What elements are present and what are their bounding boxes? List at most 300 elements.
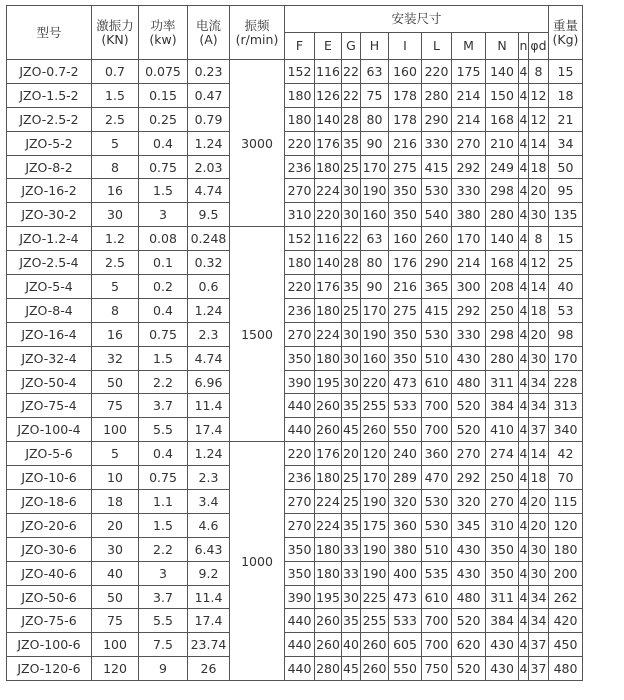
cell-M: 300 (452, 275, 486, 299)
cell-M: 320 (452, 490, 486, 514)
cell-power: 2.2 (139, 537, 188, 561)
cell-M: 345 (452, 513, 486, 537)
cell-M: 620 (452, 633, 486, 657)
cell-M: 520 (452, 657, 486, 681)
cell-d: 37 (529, 657, 549, 681)
cell-d: 37 (529, 633, 549, 657)
cell-power: 1.5 (139, 179, 188, 203)
cell-G: 35 (342, 275, 361, 299)
cell-F: 440 (285, 609, 315, 633)
header-install-col: H (361, 33, 389, 60)
cell-F: 440 (285, 633, 315, 657)
cell-model: JZO-5-2 (7, 131, 92, 155)
cell-d: 8 (529, 227, 549, 251)
table-row (7, 322, 583, 346)
cell-G: 45 (342, 657, 361, 681)
cell-G: 30 (342, 585, 361, 609)
cell-F: 180 (285, 83, 315, 107)
cell-N: 298 (486, 322, 519, 346)
cell-force: 50 (92, 585, 139, 609)
cell-H: 255 (361, 609, 389, 633)
cell-weight: 313 (549, 394, 583, 418)
cell-E: 260 (315, 418, 342, 442)
cell-N: 250 (486, 466, 519, 490)
cell-N: 140 (486, 60, 519, 84)
header-frequency: 振频 (r/min) (230, 6, 285, 60)
cell-model: JZO-8-4 (7, 298, 92, 322)
cell-H: 160 (361, 346, 389, 370)
cell-weight: 15 (549, 227, 583, 251)
cell-n: 4 (519, 609, 529, 633)
cell-d: 34 (529, 394, 549, 418)
cell-force: 30 (92, 203, 139, 227)
cell-model: JZO-20-6 (7, 513, 92, 537)
cell-I: 533 (389, 394, 422, 418)
cell-model: JZO-100-6 (7, 633, 92, 657)
cell-F: 350 (285, 537, 315, 561)
cell-current: 2.3 (188, 322, 230, 346)
cell-E: 176 (315, 131, 342, 155)
cell-F: 270 (285, 322, 315, 346)
cell-L: 610 (422, 585, 452, 609)
cell-L: 700 (422, 609, 452, 633)
cell-model: JZO-32-4 (7, 346, 92, 370)
cell-d: 20 (529, 513, 549, 537)
cell-n: 4 (519, 513, 529, 537)
cell-d: 12 (529, 251, 549, 275)
table-row (7, 227, 583, 251)
cell-E: 224 (315, 513, 342, 537)
table-row (7, 251, 583, 275)
cell-power: 3 (139, 203, 188, 227)
cell-d: 20 (529, 322, 549, 346)
cell-N: 270 (486, 490, 519, 514)
cell-model: JZO-8-2 (7, 155, 92, 179)
cell-n: 4 (519, 298, 529, 322)
cell-current: 9.2 (188, 561, 230, 585)
cell-N: 298 (486, 179, 519, 203)
cell-L: 510 (422, 346, 452, 370)
cell-M: 214 (452, 83, 486, 107)
cell-G: 25 (342, 466, 361, 490)
cell-H: 190 (361, 537, 389, 561)
cell-n: 4 (519, 561, 529, 585)
header-install-col: φd (529, 33, 549, 60)
cell-E: 260 (315, 633, 342, 657)
cell-M: 292 (452, 298, 486, 322)
cell-L: 700 (422, 418, 452, 442)
cell-d: 12 (529, 107, 549, 131)
cell-model: JZO-50-6 (7, 585, 92, 609)
cell-H: 190 (361, 561, 389, 585)
table-row (7, 131, 583, 155)
cell-H: 225 (361, 585, 389, 609)
cell-I: 216 (389, 275, 422, 299)
cell-power: 9 (139, 657, 188, 681)
cell-model: JZO-75-6 (7, 609, 92, 633)
header-install-size: 安装尺寸 (285, 6, 549, 33)
table-row (7, 60, 583, 84)
cell-force: 75 (92, 609, 139, 633)
cell-weight: 228 (549, 370, 583, 394)
cell-I: 550 (389, 657, 422, 681)
cell-current: 0.79 (188, 107, 230, 131)
cell-model: JZO-75-4 (7, 394, 92, 418)
table-row (7, 442, 583, 466)
cell-frequency: 1000 (230, 442, 285, 681)
cell-model: JZO-18-6 (7, 490, 92, 514)
header-install-col: L (422, 33, 452, 60)
cell-power: 0.75 (139, 466, 188, 490)
cell-M: 430 (452, 561, 486, 585)
table-body (7, 60, 583, 681)
cell-H: 80 (361, 107, 389, 131)
cell-F: 270 (285, 490, 315, 514)
cell-d: 37 (529, 418, 549, 442)
cell-N: 350 (486, 561, 519, 585)
cell-force: 1.5 (92, 83, 139, 107)
cell-L: 290 (422, 107, 452, 131)
cell-n: 4 (519, 418, 529, 442)
cell-n: 4 (519, 585, 529, 609)
cell-power: 2.2 (139, 370, 188, 394)
cell-H: 90 (361, 275, 389, 299)
cell-weight: 450 (549, 633, 583, 657)
cell-n: 4 (519, 490, 529, 514)
cell-E: 280 (315, 657, 342, 681)
cell-n: 4 (519, 442, 529, 466)
cell-n: 4 (519, 107, 529, 131)
cell-current: 4.74 (188, 179, 230, 203)
cell-N: 280 (486, 346, 519, 370)
cell-I: 350 (389, 203, 422, 227)
cell-current: 0.6 (188, 275, 230, 299)
cell-I: 533 (389, 609, 422, 633)
cell-force: 1.2 (92, 227, 139, 251)
cell-d: 20 (529, 179, 549, 203)
cell-L: 330 (422, 131, 452, 155)
cell-I: 320 (389, 490, 422, 514)
cell-weight: 40 (549, 275, 583, 299)
cell-force: 0.7 (92, 60, 139, 84)
cell-E: 260 (315, 394, 342, 418)
cell-force: 40 (92, 561, 139, 585)
table-row (7, 155, 583, 179)
header-power: 功率 (kw) (139, 6, 188, 60)
cell-E: 195 (315, 585, 342, 609)
cell-G: 35 (342, 513, 361, 537)
table-row (7, 346, 583, 370)
cell-model: JZO-30-2 (7, 203, 92, 227)
cell-model: JZO-2.5-4 (7, 251, 92, 275)
cell-F: 152 (285, 60, 315, 84)
cell-G: 25 (342, 155, 361, 179)
cell-M: 292 (452, 155, 486, 179)
cell-current: 2.03 (188, 155, 230, 179)
cell-weight: 70 (549, 466, 583, 490)
header-install-col: M (452, 33, 486, 60)
cell-F: 236 (285, 155, 315, 179)
cell-weight: 53 (549, 298, 583, 322)
cell-d: 8 (529, 60, 549, 84)
table-row (7, 394, 583, 418)
cell-current: 0.32 (188, 251, 230, 275)
cell-F: 390 (285, 585, 315, 609)
cell-weight: 98 (549, 322, 583, 346)
cell-current: 17.4 (188, 418, 230, 442)
cell-N: 168 (486, 107, 519, 131)
cell-force: 2.5 (92, 107, 139, 131)
cell-L: 365 (422, 275, 452, 299)
cell-E: 180 (315, 155, 342, 179)
cell-N: 384 (486, 609, 519, 633)
cell-E: 180 (315, 298, 342, 322)
cell-current: 1.24 (188, 131, 230, 155)
table-row (7, 370, 583, 394)
cell-current: 0.248 (188, 227, 230, 251)
cell-N: 430 (486, 633, 519, 657)
cell-model: JZO-16-4 (7, 322, 92, 346)
cell-weight: 340 (549, 418, 583, 442)
cell-model: JZO-5-4 (7, 275, 92, 299)
cell-I: 216 (389, 131, 422, 155)
header-install-col: I (389, 33, 422, 60)
cell-E: 140 (315, 107, 342, 131)
cell-n: 4 (519, 657, 529, 681)
cell-H: 175 (361, 513, 389, 537)
cell-force: 10 (92, 466, 139, 490)
cell-model: JZO-16-2 (7, 179, 92, 203)
cell-I: 275 (389, 155, 422, 179)
cell-n: 4 (519, 203, 529, 227)
cell-d: 18 (529, 155, 549, 179)
cell-I: 605 (389, 633, 422, 657)
cell-M: 430 (452, 537, 486, 561)
cell-M: 214 (452, 107, 486, 131)
cell-current: 0.23 (188, 60, 230, 84)
cell-H: 80 (361, 251, 389, 275)
cell-force: 30 (92, 537, 139, 561)
cell-current: 23.74 (188, 633, 230, 657)
cell-G: 25 (342, 490, 361, 514)
cell-power: 0.2 (139, 275, 188, 299)
cell-M: 170 (452, 227, 486, 251)
cell-E: 126 (315, 83, 342, 107)
cell-L: 700 (422, 633, 452, 657)
cell-weight: 180 (549, 537, 583, 561)
header-weight: 重量 (Kg) (549, 6, 583, 60)
cell-weight: 135 (549, 203, 583, 227)
cell-I: 160 (389, 227, 422, 251)
cell-current: 26 (188, 657, 230, 681)
cell-L: 530 (422, 322, 452, 346)
cell-I: 176 (389, 251, 422, 275)
cell-E: 260 (315, 609, 342, 633)
cell-G: 25 (342, 298, 361, 322)
cell-H: 160 (361, 203, 389, 227)
cell-force: 2.5 (92, 251, 139, 275)
cell-model: JZO-1.2-4 (7, 227, 92, 251)
cell-L: 470 (422, 466, 452, 490)
cell-model: JZO-40-6 (7, 561, 92, 585)
cell-weight: 262 (549, 585, 583, 609)
cell-H: 260 (361, 418, 389, 442)
cell-E: 116 (315, 60, 342, 84)
cell-L: 530 (422, 179, 452, 203)
cell-I: 360 (389, 513, 422, 537)
cell-force: 18 (92, 490, 139, 514)
cell-N: 430 (486, 657, 519, 681)
cell-N: 311 (486, 585, 519, 609)
table-row (7, 83, 583, 107)
cell-M: 520 (452, 609, 486, 633)
cell-I: 178 (389, 83, 422, 107)
cell-d: 14 (529, 131, 549, 155)
cell-N: 249 (486, 155, 519, 179)
table-row (7, 298, 583, 322)
cell-F: 350 (285, 561, 315, 585)
cell-H: 75 (361, 83, 389, 107)
cell-F: 440 (285, 394, 315, 418)
cell-L: 700 (422, 394, 452, 418)
header-install-col: F (285, 33, 315, 60)
cell-model: JZO-2.5-2 (7, 107, 92, 131)
table-row (7, 275, 583, 299)
cell-I: 400 (389, 561, 422, 585)
cell-N: 208 (486, 275, 519, 299)
cell-F: 220 (285, 442, 315, 466)
cell-L: 750 (422, 657, 452, 681)
cell-power: 0.08 (139, 227, 188, 251)
cell-power: 1.1 (139, 490, 188, 514)
cell-power: 7.5 (139, 633, 188, 657)
table-row (7, 513, 583, 537)
cell-L: 415 (422, 298, 452, 322)
cell-model: JZO-50-4 (7, 370, 92, 394)
cell-force: 120 (92, 657, 139, 681)
cell-n: 4 (519, 370, 529, 394)
cell-d: 18 (529, 466, 549, 490)
cell-model: JZO-5-6 (7, 442, 92, 466)
cell-H: 190 (361, 179, 389, 203)
cell-n: 4 (519, 131, 529, 155)
cell-model: JZO-100-4 (7, 418, 92, 442)
cell-force: 5 (92, 442, 139, 466)
cell-L: 280 (422, 83, 452, 107)
cell-G: 33 (342, 537, 361, 561)
cell-n: 4 (519, 155, 529, 179)
cell-I: 178 (389, 107, 422, 131)
cell-power: 5.5 (139, 609, 188, 633)
cell-E: 180 (315, 561, 342, 585)
cell-G: 28 (342, 107, 361, 131)
cell-force: 8 (92, 298, 139, 322)
spec-table (6, 5, 583, 681)
table-row (7, 633, 583, 657)
cell-H: 63 (361, 227, 389, 251)
cell-M: 520 (452, 418, 486, 442)
cell-F: 236 (285, 298, 315, 322)
cell-current: 6.96 (188, 370, 230, 394)
cell-force: 50 (92, 370, 139, 394)
cell-weight: 200 (549, 561, 583, 585)
cell-G: 30 (342, 322, 361, 346)
cell-force: 16 (92, 179, 139, 203)
cell-H: 90 (361, 131, 389, 155)
cell-G: 45 (342, 418, 361, 442)
table-row (7, 585, 583, 609)
cell-I: 289 (389, 466, 422, 490)
cell-current: 3.4 (188, 490, 230, 514)
cell-I: 350 (389, 179, 422, 203)
cell-E: 220 (315, 203, 342, 227)
cell-d: 34 (529, 370, 549, 394)
cell-model: JZO-10-6 (7, 466, 92, 490)
cell-F: 236 (285, 466, 315, 490)
cell-power: 1.5 (139, 513, 188, 537)
cell-I: 240 (389, 442, 422, 466)
cell-n: 4 (519, 275, 529, 299)
cell-G: 28 (342, 251, 361, 275)
table-header (7, 6, 583, 60)
table-row (7, 561, 583, 585)
cell-N: 274 (486, 442, 519, 466)
cell-model: JZO-30-6 (7, 537, 92, 561)
cell-d: 14 (529, 275, 549, 299)
cell-M: 480 (452, 370, 486, 394)
cell-H: 190 (361, 322, 389, 346)
cell-H: 255 (361, 394, 389, 418)
cell-F: 220 (285, 131, 315, 155)
cell-F: 310 (285, 203, 315, 227)
cell-N: 311 (486, 370, 519, 394)
cell-M: 270 (452, 442, 486, 466)
cell-weight: 120 (549, 513, 583, 537)
cell-F: 152 (285, 227, 315, 251)
cell-n: 4 (519, 537, 529, 561)
cell-d: 30 (529, 203, 549, 227)
cell-power: 0.4 (139, 442, 188, 466)
cell-power: 5.5 (139, 418, 188, 442)
cell-frequency: 1500 (230, 227, 285, 442)
cell-weight: 42 (549, 442, 583, 466)
cell-force: 8 (92, 155, 139, 179)
cell-power: 0.15 (139, 83, 188, 107)
cell-F: 270 (285, 513, 315, 537)
cell-current: 9.5 (188, 203, 230, 227)
cell-H: 260 (361, 633, 389, 657)
cell-L: 610 (422, 370, 452, 394)
cell-power: 0.1 (139, 251, 188, 275)
cell-M: 330 (452, 322, 486, 346)
cell-force: 32 (92, 346, 139, 370)
cell-L: 220 (422, 60, 452, 84)
cell-F: 390 (285, 370, 315, 394)
cell-F: 220 (285, 275, 315, 299)
cell-weight: 15 (549, 60, 583, 84)
cell-d: 34 (529, 585, 549, 609)
cell-power: 0.075 (139, 60, 188, 84)
cell-N: 150 (486, 83, 519, 107)
table-row (7, 466, 583, 490)
cell-F: 180 (285, 107, 315, 131)
cell-M: 430 (452, 346, 486, 370)
table-row (7, 609, 583, 633)
cell-G: 30 (342, 203, 361, 227)
cell-power: 0.75 (139, 322, 188, 346)
cell-L: 510 (422, 537, 452, 561)
cell-power: 1.5 (139, 346, 188, 370)
